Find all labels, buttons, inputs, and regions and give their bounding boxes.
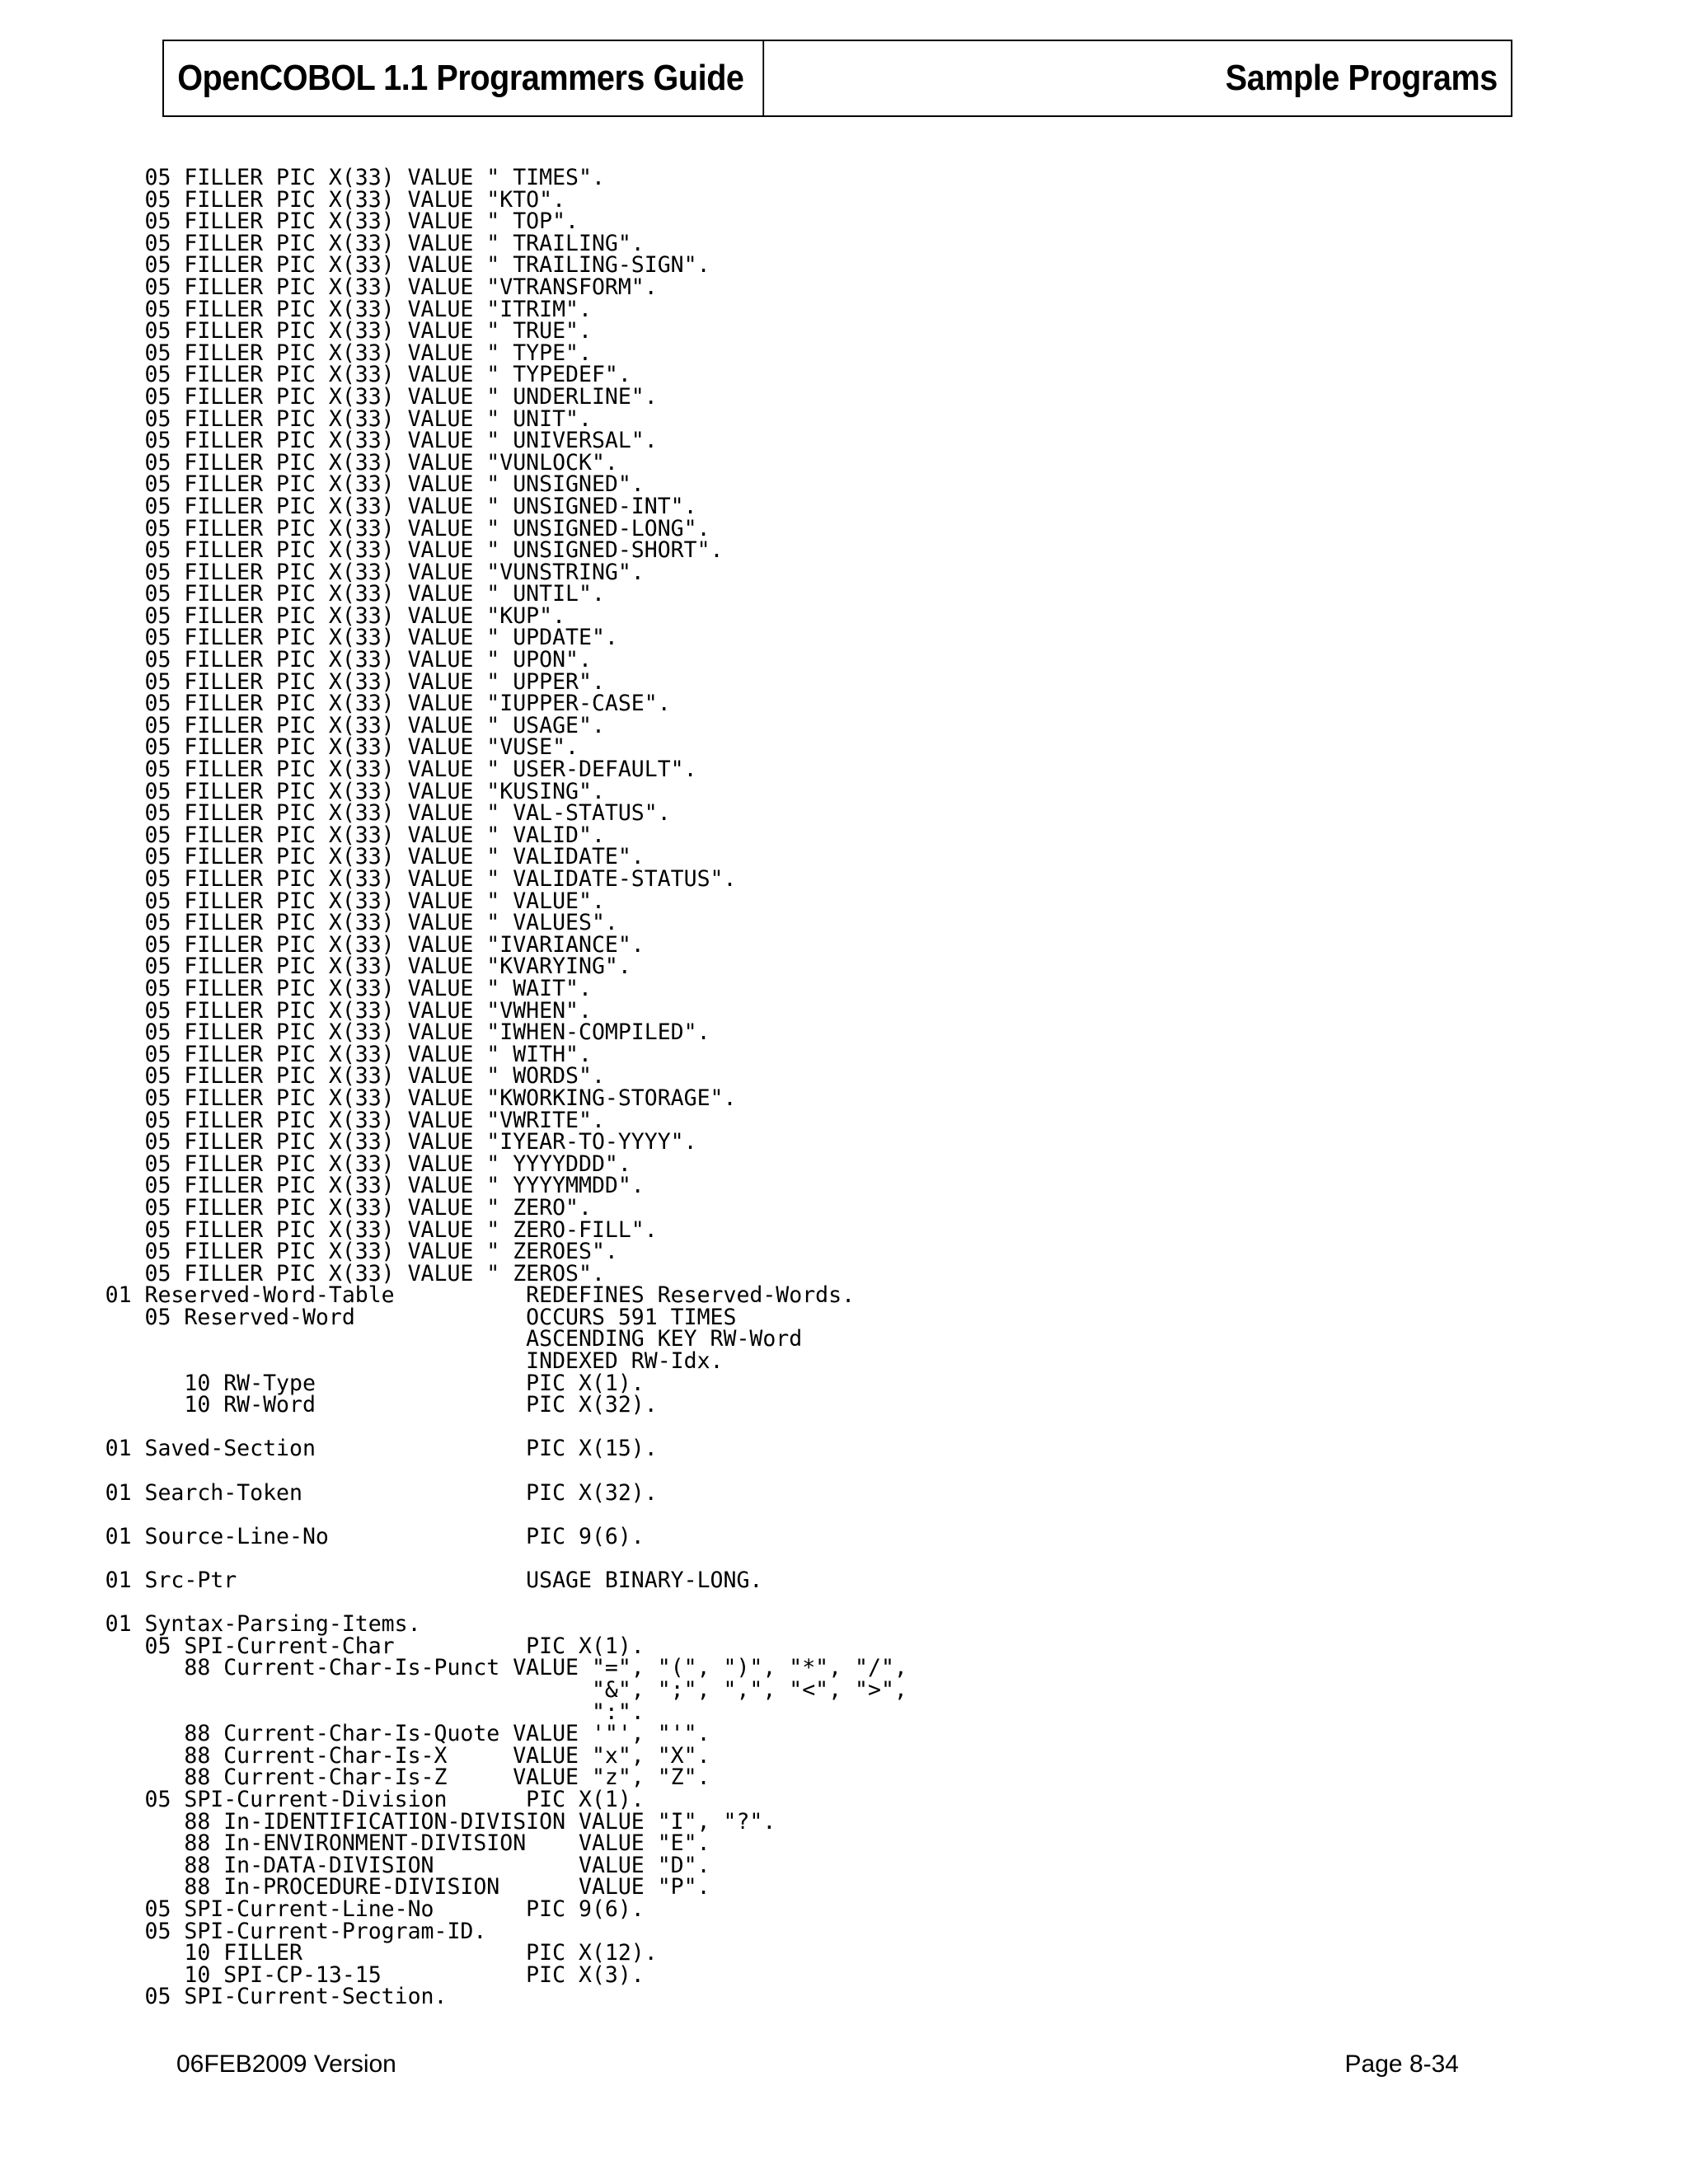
code-line: 05 FILLER PIC X(33) VALUE "VUNLOCK".: [0, 449, 618, 476]
code-line: 88 Current-Char-Is-Z VALUE "z", "Z".: [0, 1765, 710, 1791]
code-line: 05 FILLER PIC X(33) VALUE " TOP".: [0, 209, 579, 235]
code-line: 01 Syntax-Parsing-Items.: [0, 1611, 421, 1638]
code-line: 05 FILLER PIC X(33) VALUE "ITRIM".: [0, 296, 592, 322]
code-line: 05 FILLER PIC X(33) VALUE " VALIDATE".: [0, 844, 645, 870]
code-line: 05 FILLER PIC X(33) VALUE " WITH".: [0, 1041, 592, 1067]
code-line: 05 FILLER PIC X(33) VALUE " VALID".: [0, 822, 605, 848]
code-listing: [0, 167, 907, 2008]
code-line: "&", ";", ",", "<", ">",: [0, 1676, 907, 1703]
code-line: 05 FILLER PIC X(33) VALUE "KWORKING-STORAGE".: [0, 1085, 737, 1111]
code-line: [0, 1460, 907, 1483]
code-line: 05 SPI-Current-Char PIC X(1).: [0, 1633, 645, 1659]
section-title: Sample Programs: [1225, 58, 1498, 98]
code-line: 88 In-ENVIRONMENT-DIVISION VALUE "E".: [0, 1830, 710, 1857]
code-line: 05 FILLER PIC X(33) VALUE " UNSIGNED-SHORT".: [0, 537, 724, 564]
code-line: 88 In-DATA-DIVISION VALUE "D".: [0, 1852, 710, 1878]
code-line: 10 SPI-CP-13-15 PIC X(3).: [0, 1961, 645, 1988]
code-line: 05 FILLER PIC X(33) VALUE "IWHEN-COMPILED".: [0, 1019, 710, 1046]
code-line: 05 SPI-Current-Section.: [0, 1984, 448, 2010]
code-line: 05 SPI-Current-Division PIC X(1).: [0, 1786, 645, 1812]
code-line: 05 FILLER PIC X(33) VALUE " VALUE".: [0, 888, 605, 914]
code-line: 05 FILLER PIC X(33) VALUE " TYPE".: [0, 340, 592, 366]
code-line: 05 Reserved-Word OCCURS 591 TIMES: [0, 1304, 737, 1330]
code-line: 05 FILLER PIC X(33) VALUE "IVARIANCE".: [0, 931, 645, 958]
code-line: 05 FILLER PIC X(33) VALUE " UNTIL".: [0, 581, 605, 607]
code-line: 01 Reserved-Word-Table REDEFINES Reserved-Words.: [0, 1282, 856, 1309]
code-line: 05 FILLER PIC X(33) VALUE " UPDATE".: [0, 625, 618, 651]
code-line: 05 FILLER PIC X(33) VALUE "IUPPER-CASE".: [0, 691, 671, 717]
code-line: [0, 1592, 907, 1615]
code-line: 05 FILLER PIC X(33) VALUE " VALIDATE-STATUS".: [0, 866, 737, 892]
code-line: 05 FILLER PIC X(33) VALUE " UNSIGNED-INT".: [0, 493, 697, 519]
code-line: 05 FILLER PIC X(33) VALUE " TRUE".: [0, 318, 592, 344]
code-line: [0, 1548, 907, 1570]
code-line: 05 FILLER PIC X(33) VALUE " UNIT".: [0, 405, 592, 432]
code-line: INDEXED RW-Idx.: [0, 1348, 724, 1375]
code-line: 05 FILLER PIC X(33) VALUE " YYYYMMDD".: [0, 1173, 645, 1199]
code-line: 05 FILLER PIC X(33) VALUE "IYEAR-TO-YYYY".: [0, 1129, 697, 1155]
code-line: 05 FILLER PIC X(33) VALUE "VUSE".: [0, 734, 579, 761]
code-line: 05 FILLER PIC X(33) VALUE " TIMES".: [0, 165, 605, 190]
code-line: 10 FILLER PIC X(12).: [0, 1940, 658, 1966]
code-line: 88 In-PROCEDURE-DIVISION VALUE "P".: [0, 1874, 710, 1900]
code-line: 01 Src-Ptr USAGE BINARY-LONG.: [0, 1568, 763, 1593]
code-line: 05 FILLER PIC X(33) VALUE " UPPER".: [0, 668, 605, 695]
code-line: 05 FILLER PIC X(33) VALUE " UPON".: [0, 647, 592, 673]
code-line: [0, 1504, 907, 1526]
document-title: OpenCOBOL 1.1 Programmers Guide: [164, 41, 764, 115]
code-line: 05 FILLER PIC X(33) VALUE "VWHEN".: [0, 997, 592, 1024]
code-line: 01 Search-Token PIC X(32).: [0, 1479, 658, 1506]
code-line: 05 FILLER PIC X(33) VALUE " VAL-STATUS".: [0, 800, 671, 827]
code-line: 88 Current-Char-Is-Quote VALUE '"', "'".: [0, 1721, 710, 1747]
code-line: 05 FILLER PIC X(33) VALUE "KVARYING".: [0, 954, 631, 980]
code-line: 05 FILLER PIC X(33) VALUE " TRAILING".: [0, 230, 645, 256]
code-line: 05 SPI-Current-Line-No PIC 9(6).: [0, 1896, 645, 1922]
code-line: 05 FILLER PIC X(33) VALUE " TRAILING-SIGN".: [0, 252, 710, 279]
code-line: ":".: [0, 1699, 645, 1725]
code-line: 05 FILLER PIC X(33) VALUE " UNSIGNED".: [0, 471, 645, 498]
code-line: ASCENDING KEY RW-Word: [0, 1326, 803, 1352]
code-line: 05 FILLER PIC X(33) VALUE " VALUES".: [0, 910, 618, 936]
code-line: 05 FILLER PIC X(33) VALUE "KTO".: [0, 186, 566, 213]
code-line: 05 FILLER PIC X(33) VALUE " ZEROS".: [0, 1260, 605, 1286]
code-line: [0, 1417, 907, 1439]
footer-version: 06FEB2009 Version: [176, 2050, 396, 2078]
code-line: 05 FILLER PIC X(33) VALUE "KUSING".: [0, 778, 605, 804]
code-line: 88 Current-Char-Is-X VALUE "x", "X".: [0, 1742, 710, 1769]
code-line: 05 FILLER PIC X(33) VALUE " TYPEDEF".: [0, 362, 631, 388]
code-line: 05 SPI-Current-Program-ID.: [0, 1918, 487, 1944]
footer-page-number: Page 8-34: [1344, 2050, 1459, 2078]
code-line: 05 FILLER PIC X(33) VALUE " UNSIGNED-LONG".: [0, 515, 710, 541]
code-line: 05 FILLER PIC X(33) VALUE "VUNSTRING".: [0, 559, 645, 585]
code-line: 05 FILLER PIC X(33) VALUE "KUP".: [0, 602, 566, 629]
code-line: 05 FILLER PIC X(33) VALUE "VTRANSFORM".: [0, 274, 658, 300]
code-line: 05 FILLER PIC X(33) VALUE " UNDERLINE".: [0, 383, 658, 410]
code-line: 05 FILLER PIC X(33) VALUE " USAGE".: [0, 712, 605, 738]
code-line: 05 FILLER PIC X(33) VALUE " YYYYDDD".: [0, 1151, 631, 1177]
code-line: 05 FILLER PIC X(33) VALUE " ZERO-FILL".: [0, 1216, 658, 1243]
code-line: 05 FILLER PIC X(33) VALUE "VWRITE".: [0, 1107, 605, 1133]
code-line: 05 FILLER PIC X(33) VALUE " WORDS".: [0, 1063, 605, 1090]
code-line: 05 FILLER PIC X(33) VALUE " WAIT".: [0, 975, 592, 1001]
code-line: 10 RW-Type PIC X(1).: [0, 1370, 645, 1396]
code-line: 01 Source-Line-No PIC 9(6).: [0, 1523, 645, 1549]
code-line: 05 FILLER PIC X(33) VALUE " UNIVERSAL".: [0, 428, 658, 454]
code-line: 88 Current-Char-Is-Punct VALUE "=", "(", ")", "*", "/",: [0, 1655, 907, 1681]
code-line: 05 FILLER PIC X(33) VALUE " ZEROES".: [0, 1239, 618, 1265]
code-line: 88 In-IDENTIFICATION-DIVISION VALUE "I", "?".: [0, 1808, 776, 1835]
code-line: 05 FILLER PIC X(33) VALUE " ZERO".: [0, 1194, 592, 1221]
code-line: 10 RW-Word PIC X(32).: [0, 1392, 658, 1418]
code-line: 05 FILLER PIC X(33) VALUE " USER-DEFAULT".: [0, 757, 697, 783]
page-header: [162, 40, 1512, 117]
code-line: 01 Saved-Section PIC X(15).: [0, 1436, 658, 1462]
